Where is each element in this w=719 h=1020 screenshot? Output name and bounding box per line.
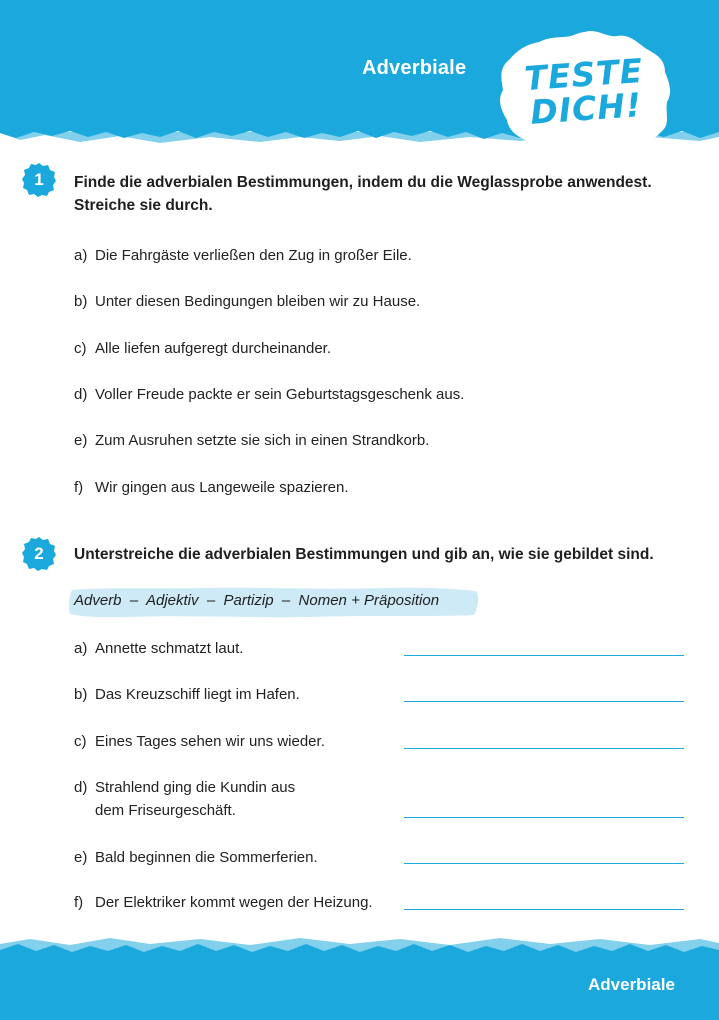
item-text-continued: dem Friseurgeschäft. [95, 802, 236, 819]
item-text: Alle liefen aufgeregt durcheinander. [95, 340, 332, 357]
item-text: Bald beginnen die Sommerferien. [95, 849, 318, 866]
wordbank-text: Adverb – Adjektiv – Partizip – Nomen + Präposition [74, 592, 440, 609]
item-label: e) [74, 849, 88, 866]
task-2-item-d [74, 776, 295, 822]
task-2-title: Unterstreiche die adverbialen Bestimmungen und gib an, wie sie gebildet sind. [74, 546, 654, 563]
answer-line-b[interactable] [404, 701, 684, 702]
item-text: Der Elektriker kommt wegen der Heizung. [95, 894, 373, 911]
item-label: b) [74, 293, 88, 310]
task-1-item-d [74, 383, 464, 406]
item-label: d) [74, 779, 88, 796]
answer-line-a[interactable] [404, 655, 684, 656]
item-label: c) [74, 733, 87, 750]
item-label: c) [74, 340, 87, 357]
task-1-number-badge [22, 163, 56, 197]
badge-line-1: TESTE [523, 50, 645, 99]
task-1-number: 1 [34, 170, 44, 189]
task-2-item-c [74, 730, 325, 753]
task-1-title [74, 171, 652, 217]
item-text: Die Fahrgäste verließen den Zug in großer Eile. [95, 247, 412, 264]
item-label: f) [74, 894, 84, 911]
task-2-item-f [74, 891, 373, 914]
answer-line-e[interactable] [404, 863, 684, 864]
item-label: b) [74, 686, 88, 703]
item-text: Strahlend ging die Kundin aus [95, 779, 296, 796]
task-2-item-e [74, 846, 318, 869]
answer-line-c[interactable] [404, 748, 684, 749]
item-label: d) [74, 386, 88, 403]
footer-title: Adverbiale [588, 975, 675, 994]
item-text: Wir gingen aus Langeweile spazieren. [95, 479, 349, 496]
answer-line-d[interactable] [404, 817, 684, 818]
item-text: Voller Freude packte er sein Geburtstagsgeschenk aus. [95, 386, 465, 403]
badge-title [508, 50, 662, 132]
item-label: a) [74, 247, 88, 264]
item-text: Unter diesen Bedingungen bleiben wir zu Hause. [95, 293, 421, 310]
item-label: f) [74, 479, 84, 496]
item-text: Zum Ausruhen setzte sie sich in einen Strandkorb. [95, 432, 430, 449]
item-label: e) [74, 432, 88, 449]
task-1-item-b [74, 290, 420, 313]
task-1-title-line-1: Finde die adverbialen Bestimmungen, indem du die Weglassprobe anwendest. [74, 174, 652, 191]
task-2-number: 2 [34, 544, 44, 563]
item-text: Annette schmatzt laut. [95, 640, 244, 657]
badge-line-2: DICH! [529, 85, 644, 132]
task-2-number-badge [22, 537, 56, 571]
task-1-item-e [74, 429, 429, 452]
item-text: Eines Tages sehen wir uns wieder. [95, 733, 325, 750]
task-2-item-b [74, 683, 300, 706]
header-title: Adverbiale [362, 57, 467, 79]
task-1-item-a [74, 244, 412, 267]
task-1-title-line-2: Streiche sie durch. [74, 197, 213, 214]
answer-line-f[interactable] [404, 909, 684, 910]
item-text: Das Kreuzschiff liegt im Hafen. [95, 686, 300, 703]
task-1-item-f [74, 476, 348, 499]
item-label: a) [74, 640, 88, 657]
task-1-item-c [74, 337, 331, 360]
task-2-item-a [74, 637, 243, 660]
